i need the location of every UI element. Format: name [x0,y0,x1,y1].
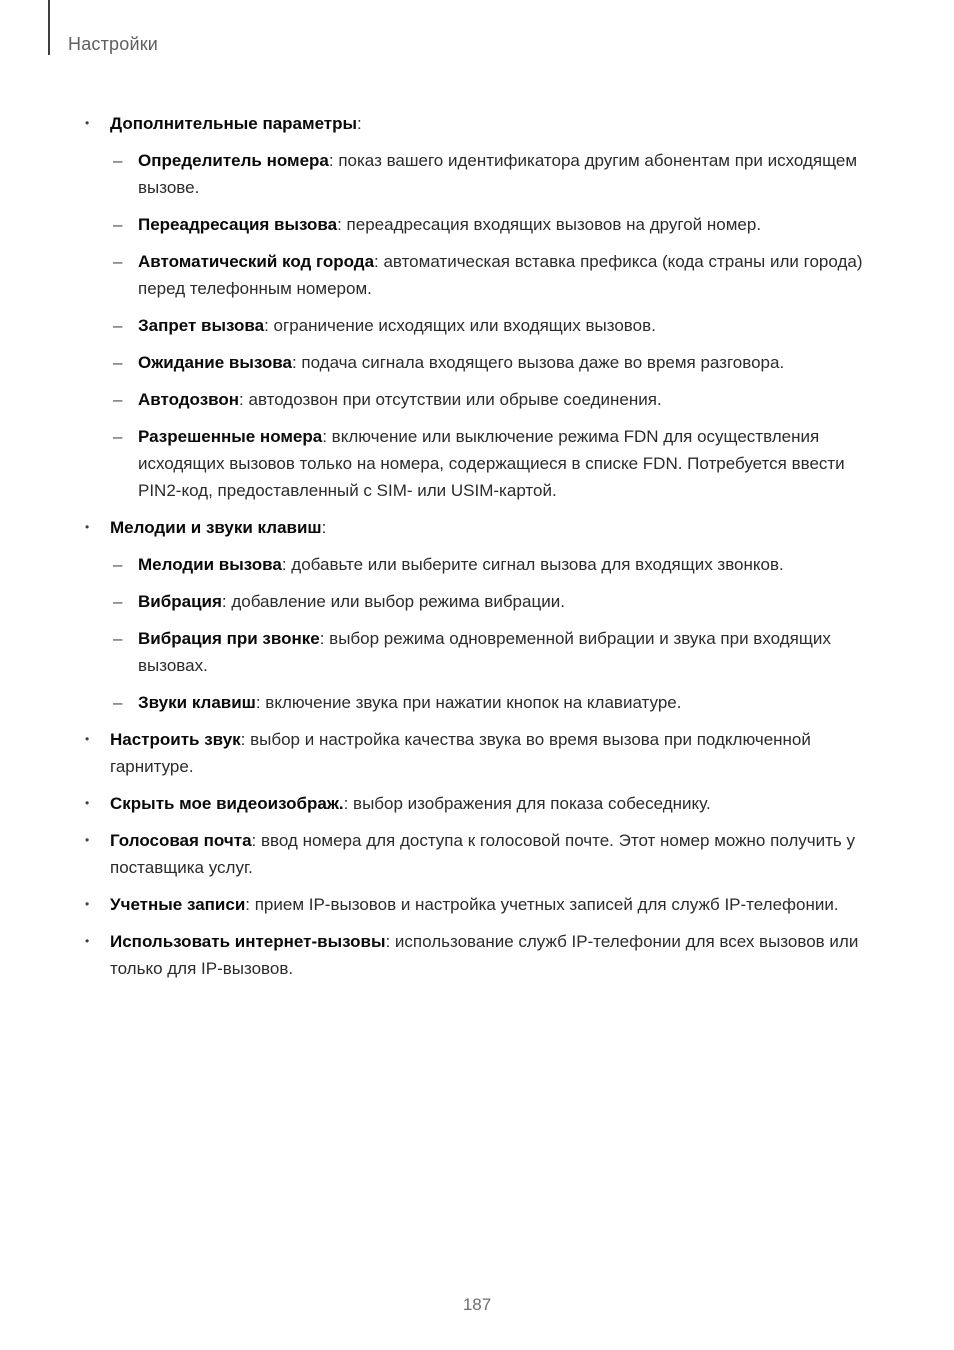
item-description: : выбор и настройка качества звука во время вызова при подключенной гарнитуре. [110,730,811,776]
bullet-marker: • [85,934,90,948]
list-item [85,726,872,780]
item-text [138,248,872,302]
item-text [110,891,872,918]
bullet-marker: – [113,151,123,170]
item-text [138,551,872,578]
bullet-marker: • [85,116,90,130]
list-item [85,588,872,615]
list-item [85,551,872,578]
item-text [138,689,872,716]
item-term: Учетные записи [110,895,246,914]
item-description: : автодозвон при отсутствии или обрыве соединения. [239,390,662,409]
bullet-marker: • [85,520,90,534]
item-term: Запрет вызова [138,316,265,335]
item-term: Звуки клавиш [138,693,256,712]
bullet-marker: – [113,316,123,335]
list-item [85,349,872,376]
item-description: : ввод номера для доступа к голосовой почте. Этот номер можно получить у поставщика услуг. [110,831,856,877]
item-text [110,514,872,541]
item-text [138,312,872,339]
item-description: : выбор изображения для показа собеседнику. [343,794,711,813]
item-text [138,349,872,376]
item-text [138,147,872,201]
item-text [110,827,872,881]
bullet-marker: • [85,796,90,810]
item-text [138,588,872,615]
list-item [85,689,872,716]
bullet-marker: – [113,390,123,409]
item-text [110,110,872,137]
chapter-title: Настройки [68,34,159,54]
item-description: : подача сигнала входящего вызова даже во время разговора. [291,353,785,372]
list-item [85,625,872,679]
item-term: Дополнительные параметры [110,114,358,133]
list-item [85,386,872,413]
page-footer [0,1295,954,1315]
item-term: Скрыть мое видеоизображ. [110,794,344,813]
item-text [138,423,872,504]
page-header [48,0,158,55]
item-description: : автоматическая вставка префикса (кода страны или города) перед телефонным номером. [138,252,863,298]
bullet-marker: – [113,555,123,574]
list-item [85,110,872,137]
bullet-marker: – [113,353,123,372]
bullet-marker: – [113,629,123,648]
item-term: Вибрация при звонке [138,629,320,648]
item-text [110,726,872,780]
list-item [85,147,872,201]
item-text [138,386,872,413]
item-term: Разрешенные номера [138,427,323,446]
item-description: : добавление или выбор режима вибрации. [221,592,565,611]
item-term: Вибрация [138,592,222,611]
item-term: Автоматический код города [138,252,375,271]
item-description: : включение или выключение режима FDN для осуществления исходящих вызовов только на номера, содержащиеся в списке FDN. Потребуется ввести PIN2-код, предоставленный с SIM- или USIM-картой. [138,427,845,500]
item-term: Переадресация вызова [138,215,338,234]
item-description: : включение звука при нажатии кнопок на клавиатуре. [255,693,682,712]
item-description: : [321,518,327,537]
item-term: Настроить звук [110,730,241,749]
list-item [85,790,872,817]
item-term: Голосовая почта [110,831,252,850]
item-description: : [357,114,362,133]
settings-list [85,110,872,992]
bullet-marker: – [113,693,123,712]
bullet-marker: – [113,215,123,234]
item-text [138,211,872,238]
item-term: Мелодии вызова [138,555,282,574]
bullet-marker: • [85,897,90,911]
item-term: Автодозвон [138,390,240,409]
item-text [110,790,872,817]
list-item [85,248,872,302]
bullet-marker: • [85,732,90,746]
item-term: Ожидание вызова [138,353,292,372]
page-number: 187 [462,1295,492,1314]
item-term: Использовать интернет-вызовы [110,932,386,951]
list-item [85,928,872,982]
item-description: : использование служб IP-телефонии для всех вызовов или только для IP-вызовов. [110,932,859,978]
item-description: : показ вашего идентификатора другим абонентам при исходящем вызове. [138,151,858,197]
item-text [110,928,872,982]
list-item [85,312,872,339]
bullet-marker: – [113,427,123,446]
list-item [85,211,872,238]
item-description: : ограничение исходящих или входящих вызовов. [264,316,656,335]
item-description: : выбор режима одновременной вибрации и звука при входящих вызовах. [138,629,831,675]
item-description: : переадресация входящих вызовов на другой номер. [337,215,762,234]
item-term: Мелодии и звуки клавиш [110,518,322,537]
item-term: Определитель номера [138,151,329,170]
item-description: : прием IP-вызовов и настройка учетных записей для служб IP-телефонии. [245,895,839,914]
list-item [85,891,872,918]
list-item [85,423,872,504]
item-description: : добавьте или выберите сигнал вызова для входящих звонков. [281,555,784,574]
bullet-marker: – [113,252,123,271]
list-item [85,514,872,541]
list-item [85,827,872,881]
bullet-marker: – [113,592,123,611]
bullet-marker: • [85,833,90,847]
item-text [138,625,872,679]
